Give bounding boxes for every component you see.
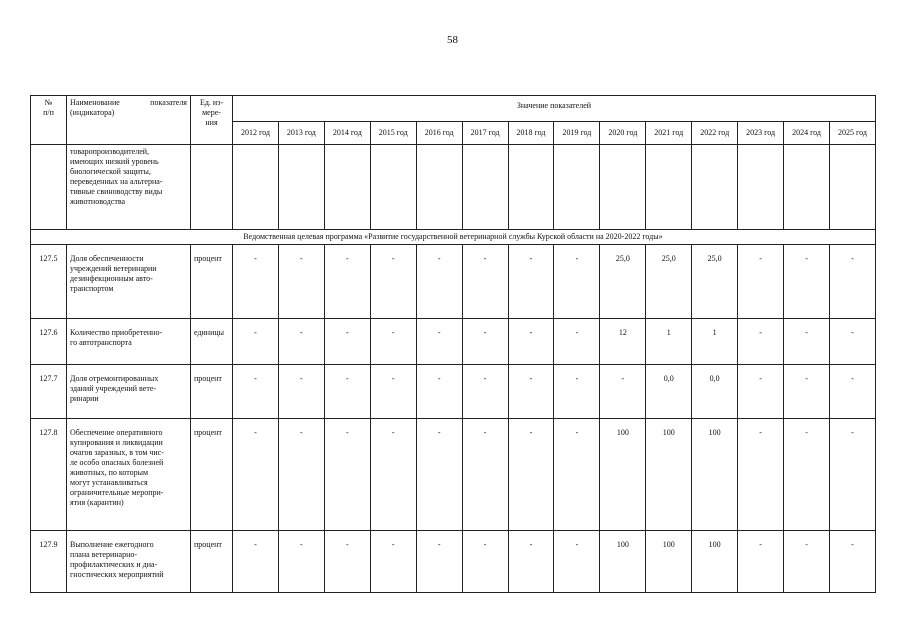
value-cell: - (508, 245, 554, 319)
row-number: 127.8 (31, 419, 67, 531)
program-row (31, 230, 876, 245)
value-cell: - (508, 365, 554, 419)
year-header: 2014 год (324, 122, 370, 145)
year-header: 2017 год (462, 122, 508, 145)
value-cell: - (324, 419, 370, 531)
empty-value-cell (784, 145, 830, 230)
value-cell: - (508, 319, 554, 365)
value-cell: - (829, 319, 875, 365)
empty-value-cell (738, 145, 784, 230)
value-cell: - (462, 419, 508, 531)
value-cell: 100 (692, 531, 738, 593)
empty-value-cell (233, 145, 279, 230)
table-row (31, 319, 876, 365)
value-cell: - (416, 319, 462, 365)
value-cell: 1 (646, 319, 692, 365)
value-cell: - (784, 419, 830, 531)
value-cell: - (738, 365, 784, 419)
value-cell: 100 (600, 531, 646, 593)
value-cell: 25,0 (600, 245, 646, 319)
unit-cell: процент (191, 365, 233, 419)
value-cell: - (462, 245, 508, 319)
continuation-row (31, 145, 876, 230)
empty-value-cell (370, 145, 416, 230)
value-cell: - (738, 319, 784, 365)
empty-value-cell (462, 145, 508, 230)
value-cell: 1 (692, 319, 738, 365)
year-header: 2019 год (554, 122, 600, 145)
value-cell: - (370, 365, 416, 419)
row-number: 127.7 (31, 365, 67, 419)
value-cell: - (416, 365, 462, 419)
value-cell: - (278, 319, 324, 365)
value-cell: - (462, 319, 508, 365)
empty-value-cell (324, 145, 370, 230)
value-cell: - (416, 531, 462, 593)
program-title: Ведомственная целевая программа «Развитие государственной ветеринарной службы Курской области на 2020-2022 годы» (31, 230, 876, 245)
year-header: 2013 год (278, 122, 324, 145)
value-cell: - (738, 419, 784, 531)
value-cell: - (554, 319, 600, 365)
value-cell: - (324, 531, 370, 593)
year-header: 2018 год (508, 122, 554, 145)
value-cell: - (829, 531, 875, 593)
row-number: 127.9 (31, 531, 67, 593)
value-cell: 25,0 (692, 245, 738, 319)
indicator-name: Доля обеспеченности учреждений ветеринарии дезинфекционным авто- транспортом (67, 245, 191, 319)
num-column-header: № п/п (31, 96, 67, 145)
value-cell: - (416, 245, 462, 319)
year-header: 2025 год (829, 122, 875, 145)
value-cell: - (462, 365, 508, 419)
value-cell: - (324, 245, 370, 319)
unit-cell: процент (191, 419, 233, 531)
header-row (31, 96, 876, 122)
empty-value-cell (829, 145, 875, 230)
value-cell: - (278, 365, 324, 419)
value-cell: 0,0 (692, 365, 738, 419)
value-cell: - (554, 419, 600, 531)
value-cell: - (554, 531, 600, 593)
row-number: 127.6 (31, 319, 67, 365)
value-cell: - (278, 419, 324, 531)
table-row (31, 365, 876, 419)
empty-value-cell (600, 145, 646, 230)
value-cell: - (324, 319, 370, 365)
year-header: 2024 год (784, 122, 830, 145)
indicator-name: Обеспечение оперативного купирования и ликвидации очагов заразных, в том чис- ле особо опасных болезней животных, по которым могут устанавливаться ограничительные меропри- ятия (карантин) (67, 419, 191, 531)
values-group-header: Значение показателей (233, 96, 876, 122)
continuation-unit-cell (191, 145, 233, 230)
continuation-name-cell: товаропроизводителей, имеющих низкий уровень биологической защиты, переведенных на альтерна- тивные свиноводству виды животноводства (67, 145, 191, 230)
value-cell: 25,0 (646, 245, 692, 319)
value-cell: - (554, 365, 600, 419)
value-cell: - (233, 419, 279, 531)
unit-column-header: Ед. из- мере- ния (191, 96, 233, 145)
year-header: 2015 год (370, 122, 416, 145)
unit-cell: процент (191, 245, 233, 319)
value-cell: - (233, 365, 279, 419)
value-cell: - (370, 419, 416, 531)
value-cell: - (508, 531, 554, 593)
value-cell: - (554, 245, 600, 319)
indicator-name: Выполнение ежегодного плана ветеринарно- профилактических и диа- гностических мероприятий (67, 531, 191, 593)
value-cell: 12 (600, 319, 646, 365)
value-cell: - (233, 531, 279, 593)
value-cell: - (278, 531, 324, 593)
value-cell: - (462, 531, 508, 593)
indicator-name: Количество приобретенно- го автотранспорта (67, 319, 191, 365)
value-cell: 100 (646, 419, 692, 531)
table-row (31, 245, 876, 319)
year-header: 2023 год (738, 122, 784, 145)
value-cell: - (784, 319, 830, 365)
value-cell: - (370, 319, 416, 365)
page-number: 58 (447, 34, 458, 46)
value-cell: - (738, 245, 784, 319)
value-cell: - (738, 531, 784, 593)
value-cell: 0,0 (646, 365, 692, 419)
value-cell: - (829, 245, 875, 319)
unit-cell: процент (191, 531, 233, 593)
unit-cell: единицы (191, 319, 233, 365)
year-header: 2012 год (233, 122, 279, 145)
empty-value-cell (692, 145, 738, 230)
year-header: 2020 год (600, 122, 646, 145)
value-cell: 100 (600, 419, 646, 531)
table-row (31, 419, 876, 531)
table-row (31, 531, 876, 593)
name-column-header: Наименование показателя (индикатора) (67, 96, 191, 145)
value-cell: - (370, 531, 416, 593)
value-cell: - (508, 419, 554, 531)
value-cell: - (233, 319, 279, 365)
value-cell: - (784, 365, 830, 419)
year-header: 2022 год (692, 122, 738, 145)
value-cell: - (324, 365, 370, 419)
value-cell: - (370, 245, 416, 319)
value-cell: - (784, 531, 830, 593)
value-cell: - (829, 365, 875, 419)
value-cell: 100 (646, 531, 692, 593)
year-header: 2016 год (416, 122, 462, 145)
value-cell: - (278, 245, 324, 319)
empty-value-cell (416, 145, 462, 230)
empty-value-cell (554, 145, 600, 230)
continuation-num-cell (31, 145, 67, 230)
value-cell: - (233, 245, 279, 319)
indicator-name: Доля отремонтированных зданий учреждений вете- ринарии (67, 365, 191, 419)
value-cell: - (416, 419, 462, 531)
year-header: 2021 год (646, 122, 692, 145)
value-cell: - (600, 365, 646, 419)
value-cell: 100 (692, 419, 738, 531)
row-number: 127.5 (31, 245, 67, 319)
indicators-table (30, 95, 876, 593)
value-cell: - (829, 419, 875, 531)
empty-value-cell (278, 145, 324, 230)
empty-value-cell (508, 145, 554, 230)
value-cell: - (784, 245, 830, 319)
empty-value-cell (646, 145, 692, 230)
